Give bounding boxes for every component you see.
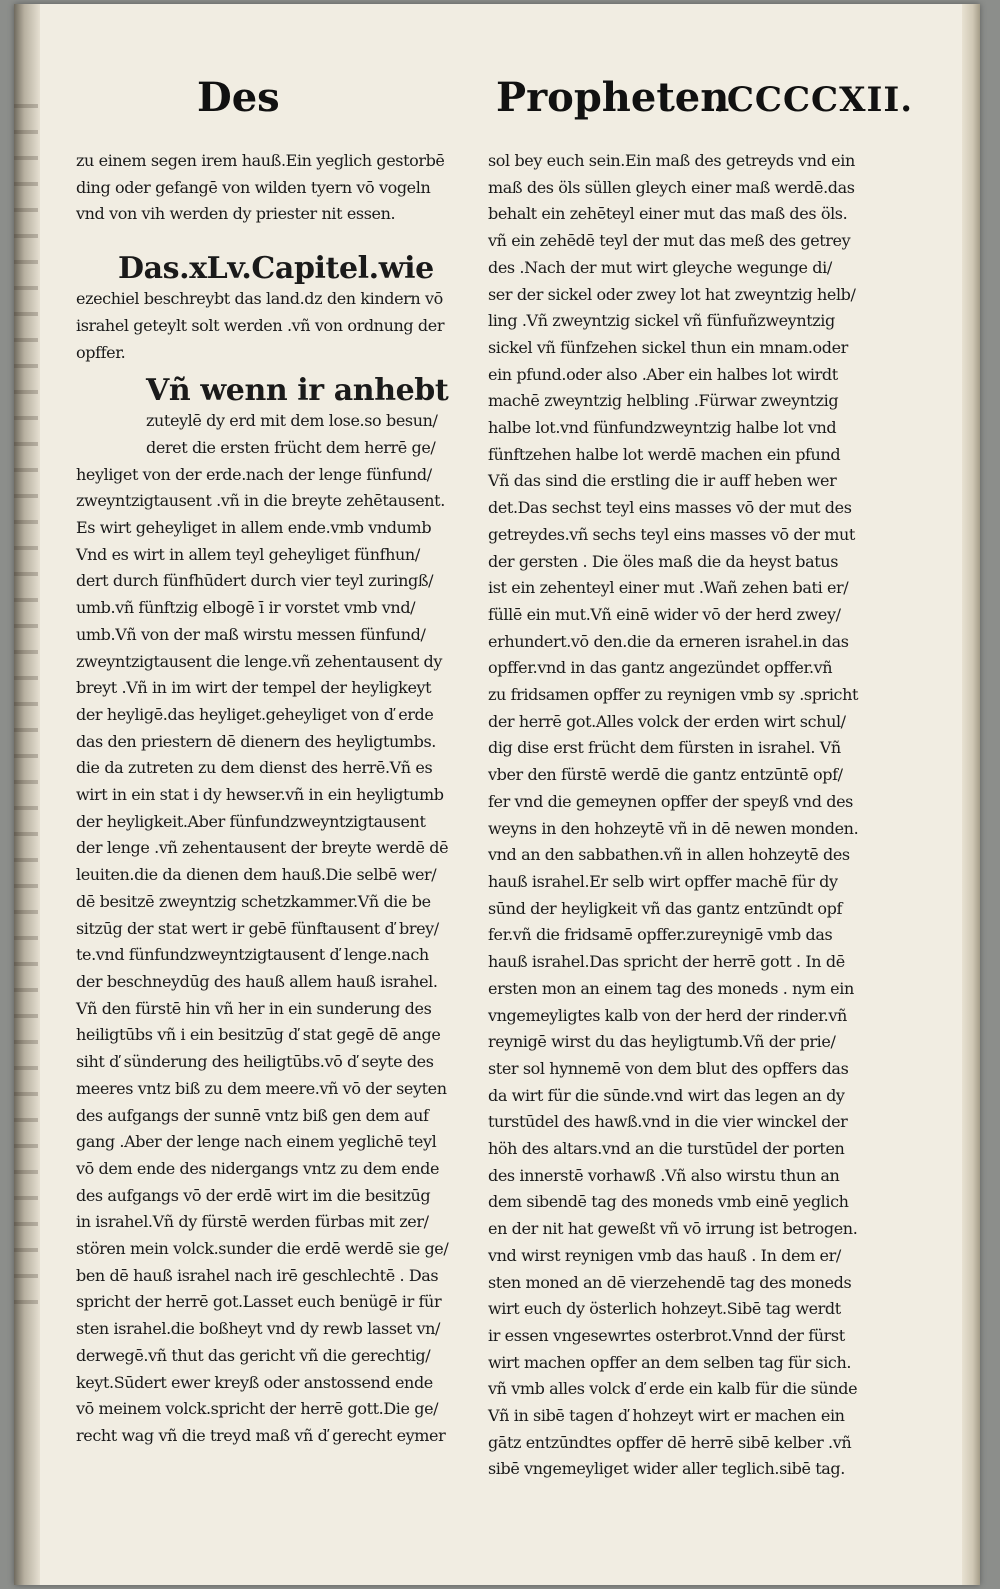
text-line: sten israhel.die boßheyt vnd dy rewb lasset vn/: [76, 1319, 440, 1339]
text-line: sūnd der heyligkeit vñ das gantz entzūndt opf: [488, 898, 843, 918]
text-line: recht wag vñ die treyd maß vñ ď gerecht eymer: [76, 1425, 446, 1445]
text-line: ist ein zehenteyl einer mut .Wañ zehen bati er/: [488, 578, 849, 598]
text-line: der lenge .vñ zehentausent der breyte werdē dē: [76, 838, 449, 858]
text-line: vber den fürstē werdē die gantz entzūntē opf/: [488, 765, 843, 785]
text-line: keyt.Sūdert ewer kreyß oder anstossend ende: [76, 1372, 433, 1392]
text-line: wirt euch dy österlich hohzeyt.Sibē tag werdt: [488, 1299, 841, 1319]
text-line: vnd wirst reynigen vmb das hauß . In dem er/: [488, 1245, 841, 1265]
text-line: dig dise erst frücht dem fürsten in israhel. Vñ: [488, 738, 841, 758]
body-indented: [76, 408, 456, 461]
text-line: turstūdel des hawß.vnd in die vier winckel der: [488, 1112, 848, 1132]
text-line: weyns in den hohzeytē vñ in dē newen monden.: [488, 818, 859, 838]
text-line: stören mein volck.sunder die erdē werdē sie ge/: [76, 1239, 449, 1259]
left-column: [76, 148, 456, 1450]
text-line: ezechiel beschreybt das land.dz den kindern vō: [76, 289, 443, 309]
text-line: ling .Vñ zweyntzig sickel vñ fünfuñzweyntzig: [488, 311, 835, 331]
text-line: Vñ in sibē tagen ď hohzeyt wirt er machen ein: [488, 1406, 845, 1426]
text-line: der heyligkeit.Aber fünfundzweyntzigtausent: [76, 811, 426, 831]
text-line: der beschneydūg des hauß allem hauß israhel.: [76, 971, 438, 991]
text-line: höh des altars.vnd an die turstūdel der porten: [488, 1139, 845, 1159]
text-line: Vnd es wirt in allem teyl geheyliget fünfhun/: [76, 544, 420, 564]
text-line: halbe lot.vnd fünfundzweyntzig halbe lot vnd: [488, 418, 837, 438]
text-line: wirt in ein stat i dy hewser.vñ in ein heyligtumb: [76, 785, 444, 805]
text-line: leuiten.die da dienen dem hauß.Die selbē wer/: [76, 865, 437, 885]
text-line: ir essen vngesewrtes osterbrot.Vnnd der fürst: [488, 1325, 845, 1345]
page-edge: [962, 4, 980, 1585]
text-line: umb.Vñ von der maß wirstu messen fünfund/: [76, 624, 426, 644]
text-line: spricht der herrē got.Lasset euch benügē ir für: [76, 1292, 442, 1312]
text-line: vnd an den sabbathen.vñ in allen hohzeytē des: [488, 845, 850, 865]
text-line: det.Das sechst teyl eins masses vō der mut des: [488, 498, 852, 518]
body-text: [488, 148, 888, 1483]
text-line: israhel geteylt solt werden .vñ von ordnung der: [76, 315, 445, 335]
text-line: reynigē wirst du das heyligtumb.Vñ der prie/: [488, 1032, 836, 1052]
right-column: [488, 148, 888, 1483]
text-line: fünftzehen halbe lot werdē machen ein pfund: [488, 444, 841, 464]
text-line: en der nit hat geweßt vñ vō irrung ist betrogen.: [488, 1219, 858, 1239]
text-line: der herrē got.Alles volck der erden wirt schul/: [488, 711, 846, 731]
text-line: sitzūg der stat wert ir gebē fünftausent ď brey/: [76, 918, 439, 938]
text-line: Es wirt geheyliget in allem ende.vmb vndumb: [76, 518, 432, 538]
text-line: getreydes.vñ sechs teyl eins masses vō der mut: [488, 524, 855, 544]
book-page: [14, 4, 980, 1585]
intro-text: [76, 148, 456, 228]
text-line: wirt machen opffer an dem selben tag für sich.: [488, 1352, 852, 1372]
text-line: in israhel.Vñ dy fürstē werden fürbas mit zer/: [76, 1212, 429, 1232]
text-line: Vñ das sind die erstling die ir auff heben wer: [488, 471, 837, 491]
text-line: dem sibendē tag des moneds vmb einē yeglich: [488, 1192, 849, 1212]
text-line: gātz entzūndtes opffer dē herrē sibē kelber .vñ: [488, 1432, 852, 1452]
text-line: zweyntzigtausent die lenge.vñ zehentausent dy: [76, 651, 442, 671]
text-line: des aufgangs vō der erdē wirt im die besitzūg: [76, 1185, 431, 1205]
text-line: ersten mon an einem tag des moneds . nym ein: [488, 978, 854, 998]
text-line: behalt ein zehēteyl einer mut das maß des öls.: [488, 204, 848, 224]
text-line: das den priestern dē dienern des heyligtumbs.: [76, 731, 436, 751]
text-line: sibē vngemeyliget wider aller teglich.sibē tag.: [488, 1459, 845, 1479]
text-line: derwegē.vñ thut das gericht vñ die gerechtig/: [76, 1345, 431, 1365]
text-line: ein pfund.oder also .Aber ein halbes lot wirdt: [488, 364, 838, 384]
text-line: dert durch fünfhūdert durch vier teyl zuringß/: [76, 571, 434, 591]
text-line: gang .Aber der lenge nach einem yeglichē teyl: [76, 1132, 437, 1152]
text-line: zu fridsamen opffer zu reynigen vmb sy .spricht: [488, 685, 859, 705]
running-head-left: Des: [197, 74, 280, 121]
incipit: Vñ wenn ir anhebt: [146, 373, 449, 409]
text-line: siht ď sünderung des heiligtūbs.vō ď seyte des: [76, 1052, 434, 1072]
text-line: ster sol hynnemē von dem blut des opffers das: [488, 1058, 849, 1078]
text-line: hauß israhel.Er selb wirt opffer machē für dy: [488, 871, 838, 891]
text-line: des aufgangs der sunnē vntz biß gen dem auf: [76, 1105, 429, 1125]
text-line: vō dem ende des nidergangs vntz zu dem ende: [76, 1158, 440, 1178]
text-line: fer.vñ die fridsamē opffer.zureynigē vmb das: [488, 925, 833, 945]
text-line: Vñ den fürstē hin vñ her in ein sunderung des: [76, 998, 432, 1018]
text-line: opffer.: [76, 342, 126, 362]
text-line: fer vnd die gemeynen opffer der speyß vnd des: [488, 791, 853, 811]
text-line: breyt .Vñ in im wirt der tempel der heyligkeyt: [76, 678, 432, 698]
text-line: hauß israhel.Das spricht der herrē gott . In dē: [488, 952, 845, 972]
chapter-heading: Das.xLv.Capitel.wie: [118, 251, 434, 287]
text-line: des .Nach der mut wirt gleyche wegunge di/: [488, 257, 832, 277]
text-line: heiligtūbs vñ i ein besitzūg ď stat gegē dē ange: [76, 1025, 441, 1045]
folio-number: .CCCCXII.: [714, 80, 914, 120]
text-line: des innerstē vorhawß .Vñ also wirstu thun an: [488, 1165, 840, 1185]
chapter-summary: [76, 286, 456, 366]
text-line: sickel vñ fünfzehen sickel thun ein mnam.oder: [488, 337, 848, 357]
body-text: [76, 462, 456, 1450]
text-line: vñ ein zehēdē teyl der mut das meß des getrey: [488, 231, 851, 251]
show-through-text: [14, 104, 38, 1304]
text-line: vnd von vih werden dy priester nit essen.: [76, 204, 396, 224]
text-line: ding oder gefangē von wilden tyern vō vogeln: [76, 177, 431, 197]
running-head-title: Propheten: [496, 74, 730, 121]
text-line: zu einem segen irem hauß.Ein yeglich gestorbē: [76, 151, 445, 170]
text-line: sten moned an dē vierzehendē tag des moneds: [488, 1272, 852, 1292]
text-line: meeres vntz biß zu dem meere.vñ vō der seyten: [76, 1078, 447, 1098]
text-line: vñ vmb alles volck ď erde ein kalb für die sünde: [488, 1379, 858, 1399]
text-line: maß des öls süllen gleych einer maß werdē.das: [488, 177, 855, 197]
text-line: zweyntzigtausent .vñ in die breyte zehētausent.: [76, 491, 445, 511]
text-line: heyliget von der erde.nach der lenge fünfund/: [76, 464, 432, 484]
text-line: ser der sickel oder zwey lot hat zweyntzig helb/: [488, 284, 856, 304]
text-line: der gersten . Die öles maß die da heyst batus: [488, 551, 839, 571]
text-line: erhundert.vō den.die da erneren israhel.in das: [488, 631, 849, 651]
text-line: zuteylē dy erd mit dem lose.so besun/: [146, 411, 438, 431]
text-line: opffer.vnd in das gantz angezündet opffer.vñ: [488, 658, 833, 678]
text-line: der heyligē.das heyliget.geheyliget von ď erde: [76, 704, 434, 724]
text-line: dē besitzē zweyntzig schetzkammer.Vñ die be: [76, 891, 431, 911]
text-line: vō meinem volck.spricht der herrē gott.Die ge/: [76, 1399, 439, 1419]
text-line: da wirt für die sūnde.vnd wirt das legen an dy: [488, 1085, 845, 1105]
text-line: deret die ersten frücht dem herrē ge/: [146, 437, 436, 457]
text-line: umb.vñ fünftzig elbogē ī ir vorstet vmb vnd/: [76, 598, 416, 618]
text-line: die da zutreten zu dem dienst des herrē.Vñ es: [76, 758, 433, 778]
text-line: sol bey euch sein.Ein maß des getreyds vnd ein: [488, 151, 855, 170]
text-line: ben dē hauß israhel nach irē geschlechtē . Das: [76, 1265, 439, 1285]
text-line: te.vnd fünfundzweyntzigtausent ď lenge.nach: [76, 945, 429, 965]
text-line: füllē ein mut.Vñ einē wider vō der herd zwey/: [488, 604, 841, 624]
text-line: vngemeyligtes kalb von der herd der rinder.vñ: [488, 1005, 847, 1025]
text-line: machē zweyntzig helbling .Fürwar zweyntzig: [488, 391, 839, 411]
